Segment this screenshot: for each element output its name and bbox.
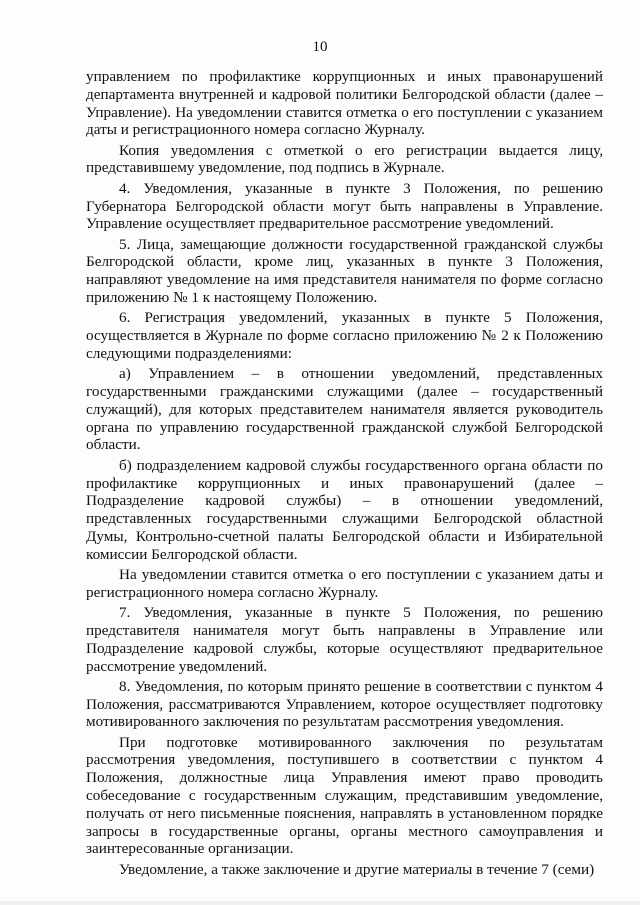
paragraph-conclusion-preparation: При подготовке мотивированного заключения по результатам рассмотрения уведомления, поступившего в соответствии с пунктом 4 Положения, должностные лица Управления имеют право проводить собеседование с государственным служащим, представившим уведомление, получать от него письменные пояснения, направлять в установленном порядке запросы в государственные органы, органы местного самоуправления и заинтересованные организации. bbox=[86, 733, 603, 858]
paragraph-item-6: 6. Регистрация уведомлений, указанных в пункте 5 Положения, осуществляется в Журнале по форме согласно приложению № 2 к Положению следующими подразделениями: bbox=[86, 309, 603, 362]
page-number: 10 bbox=[312, 39, 328, 55]
document-body bbox=[86, 68, 603, 879]
paragraph-item-5: 5. Лица, замещающие должности государственной гражданской службы Белгородской области, кроме лиц, указанных в пункте 3 Положения, направляют уведомление на имя представителя нанимателя по форме согласно приложению № 1 к настоящему Положению. bbox=[86, 235, 603, 307]
paragraph-copy-of-notification: Копия уведомления с отметкой о его регистрации выдается лицу, представившему уведомление, под подпись в Журнале. bbox=[86, 141, 603, 177]
paragraph-registration-mark: На уведомлении ставится отметка о его поступлении с указанием даты и регистрационного номера согласно Журналу. bbox=[86, 566, 603, 601]
paragraph-item-6a: а) Управлением – в отношении уведомлений, представленных государственными гражданскими служащими (далее – государственный служащий), для которых представителем нанимателя является руководитель органа по управлению государственной гражданской службой Белгородской области. bbox=[86, 365, 603, 454]
paragraph-item-7: 7. Уведомления, указанные в пункте 5 Положения, по решению представителя нанимателя могут быть направлены в Управление или Подразделение кадровой службы, которые осуществляют предварительное рассмотрение уведомлений. bbox=[86, 604, 603, 675]
paragraph-item-4: 4. Уведомления, указанные в пункте 3 Положения, по решению Губернатора Белгородской области могут быть направлены в Управление. Управление осуществляет предварительное рассмотрение уведомлений. bbox=[86, 179, 603, 233]
paragraph-item-8: 8. Уведомления, по которым принято решение в соответствии с пунктом 4 Положения, рассматриваются Управлением, которое осуществляет подготовку мотивированного заключения по результатам рассмотрения уведомления. bbox=[86, 677, 603, 731]
paragraph-item-6b: б) подразделением кадровой службы государственного органа области по профилактике коррупционных и иных правонарушений (далее – Подразделение кадровой службы) – в отношении уведомлений, представленных государственными служащими Белгородской областной Думы, Контрольно-счетной палаты Белгородской области и Избирательной комиссии Белгородской области. bbox=[86, 456, 603, 563]
page-bottom-edge bbox=[0, 901, 640, 905]
paragraph-materials: Уведомление, а также заключение и другие материалы в течение 7 (семи) bbox=[119, 860, 595, 878]
paragraph-continuation: управлением по профилактике коррупционных и иных правонарушений департамента внутренней и кадровой политики Белгородской области (далее – Управление). На уведомлении ставится отметка о его поступлении с указанием даты и регистрационного номера согласно Журналу. bbox=[86, 68, 603, 139]
